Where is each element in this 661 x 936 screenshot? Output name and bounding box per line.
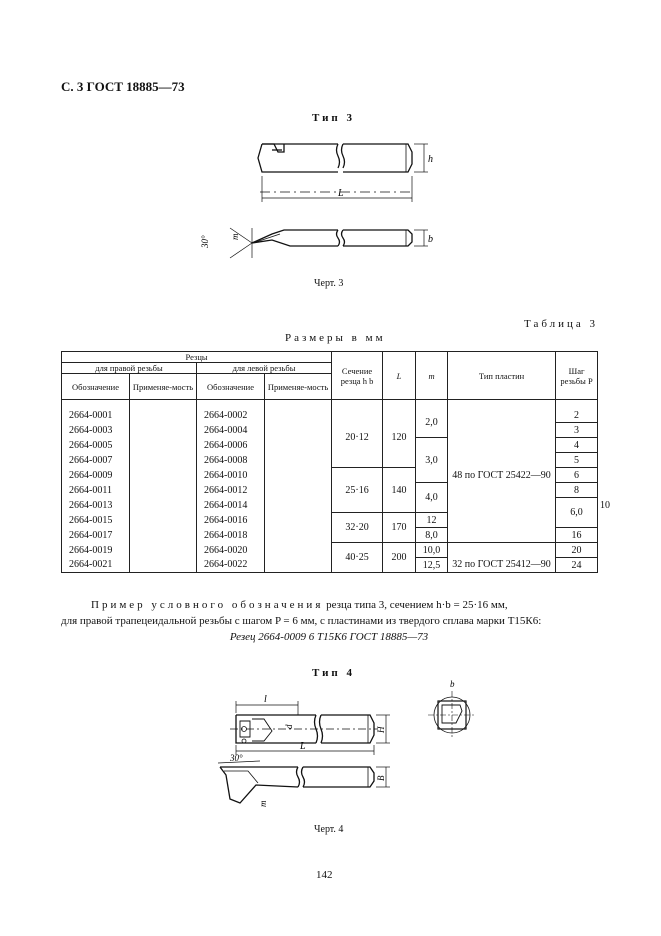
table-cell: 140 xyxy=(383,468,416,513)
fig4-caption: Черт. 4 xyxy=(314,824,344,835)
table-cell xyxy=(265,400,332,423)
fig4-angle-label: 30° xyxy=(230,753,243,763)
table-row xyxy=(62,400,598,423)
table-subtitle: Размеры в мм xyxy=(285,332,386,344)
table-cell: 4,0 xyxy=(416,483,448,513)
example-label: Пример условного обозначения xyxy=(91,599,324,611)
table-cell: 5 xyxy=(556,453,598,468)
fig3-L-label: L xyxy=(338,188,344,199)
example-code: Резец 2664-0009 6 Т15К6 ГОСТ 18885—73 xyxy=(229,631,429,643)
table-cell: 6 xyxy=(556,468,598,483)
table-cell xyxy=(130,468,197,483)
fig4-type-label: Тип 4 xyxy=(312,667,355,679)
table-cell: 32·20 xyxy=(332,513,383,543)
th-designation-right: Обозначение xyxy=(62,374,130,400)
table-cell: 2664-0011 xyxy=(62,483,130,498)
dimensions-table xyxy=(61,351,611,573)
table-cell: 8,0 xyxy=(416,528,448,543)
table-cell: 8 xyxy=(556,483,598,498)
table-cell xyxy=(130,498,197,513)
table-cell: 200 xyxy=(383,543,416,573)
th-right-thread: для правой резьбы xyxy=(62,363,197,374)
table-cell: 20·12 xyxy=(332,400,383,468)
fig4-dim-l xyxy=(236,701,298,715)
table-cell xyxy=(130,438,197,453)
th-application-left: Применяе-мость xyxy=(265,374,332,400)
table-cell: 2664-0014 xyxy=(197,498,265,513)
table-cell: 2664-0006 xyxy=(197,438,265,453)
table-cell: 2 xyxy=(556,400,598,423)
table-cell xyxy=(130,483,197,498)
table-cell: 2664-0015 xyxy=(62,513,130,528)
th-cutters: Резцы xyxy=(62,352,332,363)
table-cell: 120 xyxy=(383,400,416,468)
table-cell: 170 xyxy=(383,513,416,543)
designation-example xyxy=(61,597,597,645)
fig3-caption: Черт. 3 xyxy=(314,278,344,289)
fig4-b-label: b xyxy=(450,679,455,689)
table-cell: 40·25 xyxy=(332,543,383,573)
table-cell: 25·16 xyxy=(332,468,383,513)
table-row xyxy=(62,558,598,573)
table-cell: 2664-0021 xyxy=(62,558,130,573)
table-cell xyxy=(265,468,332,483)
table-label: Таблица 3 xyxy=(524,318,599,330)
table-cell xyxy=(265,543,332,558)
table-cell xyxy=(265,513,332,528)
fig3-angle-label: 30° xyxy=(200,235,210,248)
fig4-d-label: d xyxy=(284,724,294,729)
table-cell: 2664-0018 xyxy=(197,528,265,543)
example-text2: для правой трапецеидальной резьбы с шагом P = 6 мм, с пластинами из твердого сплава марки Т15К6: xyxy=(61,615,542,627)
fig4-B-label: B xyxy=(376,775,386,781)
table-cell xyxy=(265,528,332,543)
table-cell xyxy=(265,483,332,498)
table-cell xyxy=(265,558,332,573)
th-designation-left: Обозначение xyxy=(197,374,265,400)
th-left-thread: для левой резьбы xyxy=(197,363,332,374)
table-cell xyxy=(130,423,197,438)
table-cell: 2664-0004 xyxy=(197,423,265,438)
fig3-side-view xyxy=(252,230,412,246)
fig3-m-label: m xyxy=(230,233,240,240)
table-cell: 2664-0020 xyxy=(197,543,265,558)
th-application-right: Применяе-мость xyxy=(130,374,197,400)
table-cell: 6,0 xyxy=(556,498,598,528)
table-cell xyxy=(448,543,556,558)
fig4-m-label: m xyxy=(258,800,268,807)
th-m: m xyxy=(416,352,448,400)
table-cell: 3 xyxy=(556,423,598,438)
table-cell xyxy=(130,453,197,468)
fig3-h-label: h xyxy=(428,154,433,165)
table-cell: 10,0 xyxy=(416,543,448,558)
table-cell xyxy=(265,423,332,438)
table-cell xyxy=(265,498,332,513)
table-cell xyxy=(130,528,197,543)
fig4-l-label: l xyxy=(264,694,267,705)
fig4-L-label: L xyxy=(300,741,306,752)
table-cell: 12,5 xyxy=(416,558,448,573)
table-cell: 2664-0016 xyxy=(197,513,265,528)
fig3-b-label: b xyxy=(428,234,433,245)
th-pitch: Шаг резьбы P xyxy=(556,352,598,400)
fig3-type-label: Тип 3 xyxy=(312,112,355,124)
fig3-top-view xyxy=(258,144,412,172)
page-number: 142 xyxy=(316,869,333,881)
table-cell: 2664-0005 xyxy=(62,438,130,453)
fig3-angle-lines xyxy=(230,228,252,258)
example-text1: резца типа 3, сечением h·b = 25·16 мм, xyxy=(323,599,508,611)
table-cell xyxy=(265,438,332,453)
fig4-drawing xyxy=(200,675,500,820)
table-cell: 12 xyxy=(416,513,448,528)
fig3-dim-b xyxy=(414,230,428,246)
table-row xyxy=(62,543,598,558)
table-cell: 2664-0019 xyxy=(62,543,130,558)
table-cell: 2,0 xyxy=(416,400,448,438)
table-cell: 48 по ГОСТ 25422—90 xyxy=(448,400,556,543)
table-cell xyxy=(130,558,197,573)
table-cell: 2664-0012 xyxy=(197,483,265,498)
fig4-side-view xyxy=(220,767,374,803)
table-cell xyxy=(130,513,197,528)
table-cell xyxy=(265,453,332,468)
table-cell xyxy=(130,543,197,558)
table-cell: 16 xyxy=(556,528,598,543)
fig3-dim-L xyxy=(262,176,412,202)
table-cell: 3,0 xyxy=(416,438,448,483)
table-cell: 2664-0002 xyxy=(197,400,265,423)
table-cell xyxy=(130,400,197,423)
table-row: 2664-0013 2664-0014 6,0 10 xyxy=(62,498,598,513)
th-L: L xyxy=(383,352,416,400)
fig4-end-view xyxy=(428,691,476,739)
table-cell: 24 xyxy=(556,558,598,573)
table-cell: 2664-0013 xyxy=(62,498,130,513)
table-cell: 2664-0022 xyxy=(197,558,265,573)
table-cell: 2664-0017 xyxy=(62,528,130,543)
table-cell: 2664-0008 xyxy=(197,453,265,468)
table-cell: 20 xyxy=(556,543,598,558)
fig4-H-label: H xyxy=(376,726,386,733)
fig3-drawing xyxy=(190,130,450,275)
th-section: Сечение резца h b xyxy=(332,352,383,400)
table-cell: 4 xyxy=(556,438,598,453)
table-cell: 2664-0007 xyxy=(62,453,130,468)
table-cell: 2664-0009 xyxy=(62,468,130,483)
fig3-dim-h xyxy=(414,144,428,172)
table-cell: 2664-0010 xyxy=(197,468,265,483)
th-plate: Тип пластин xyxy=(448,352,556,400)
table-cell: 2664-0003 xyxy=(62,423,130,438)
table-cell: 32 по ГОСТ 25412—90 xyxy=(448,558,556,573)
table-cell: 2664-0001 xyxy=(62,400,130,423)
page-header: С. 3 ГОСТ 18885—73 xyxy=(61,79,185,94)
